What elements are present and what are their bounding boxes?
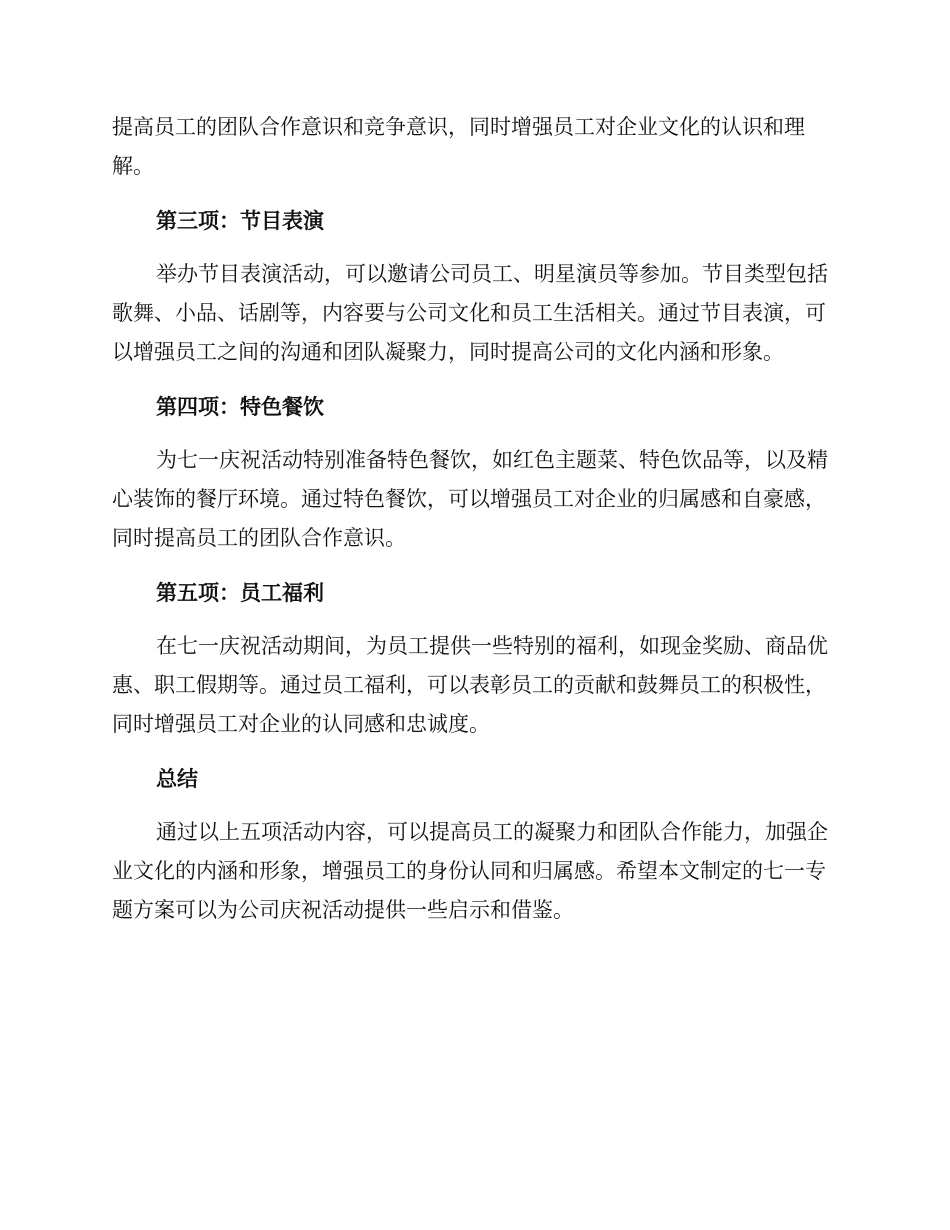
paragraph-item-5: 在七一庆祝活动期间，为员工提供一些特别的福利，如现金奖励、商品优惠、职工假期等。通过员工福利，可以表彰员工的贡献和鼓舞员工的积极性，同时增强员工对企业的认同感和忠诚度。 [112,634,828,736]
paragraph-item-3: 举办节目表演活动，可以邀请公司员工、明星演员等参加。节目类型包括歌舞、小品、话剧等，内容要与公司文化和员工生活相关。通过节目表演，可以增强员工之间的沟通和团队凝聚力，同时提高公司的文化内涵和形象。 [112,262,828,364]
paragraph-item-4: 为七一庆祝活动特别准备特色餐饮，如红色主题菜、特色饮品等，以及精心装饰的餐厅环境。通过特色餐饮，可以增强员工对企业的归属感和自豪感，同时提高员工的团队合作意识。 [112,448,828,550]
heading-item-4: 第四项：特色餐饮 [156,394,324,419]
document-page [112,108,832,930]
heading-item-3: 第三项：节目表演 [156,208,324,233]
paragraph-intro-continuation: 提高员工的团队合作意识和竞争意识，同时增强员工对企业文化的认识和理解。 [112,115,805,178]
heading-item-5: 第五项：员工福利 [156,580,324,605]
heading-summary: 总结 [156,766,198,791]
paragraph-summary: 通过以上五项活动内容，可以提高员工的凝聚力和团队合作能力，加强企业文化的内涵和形象，增强员工的身份认同和归属感。希望本文制定的七一专题方案可以为公司庆祝活动提供一些启示和借鉴。 [112,820,828,922]
